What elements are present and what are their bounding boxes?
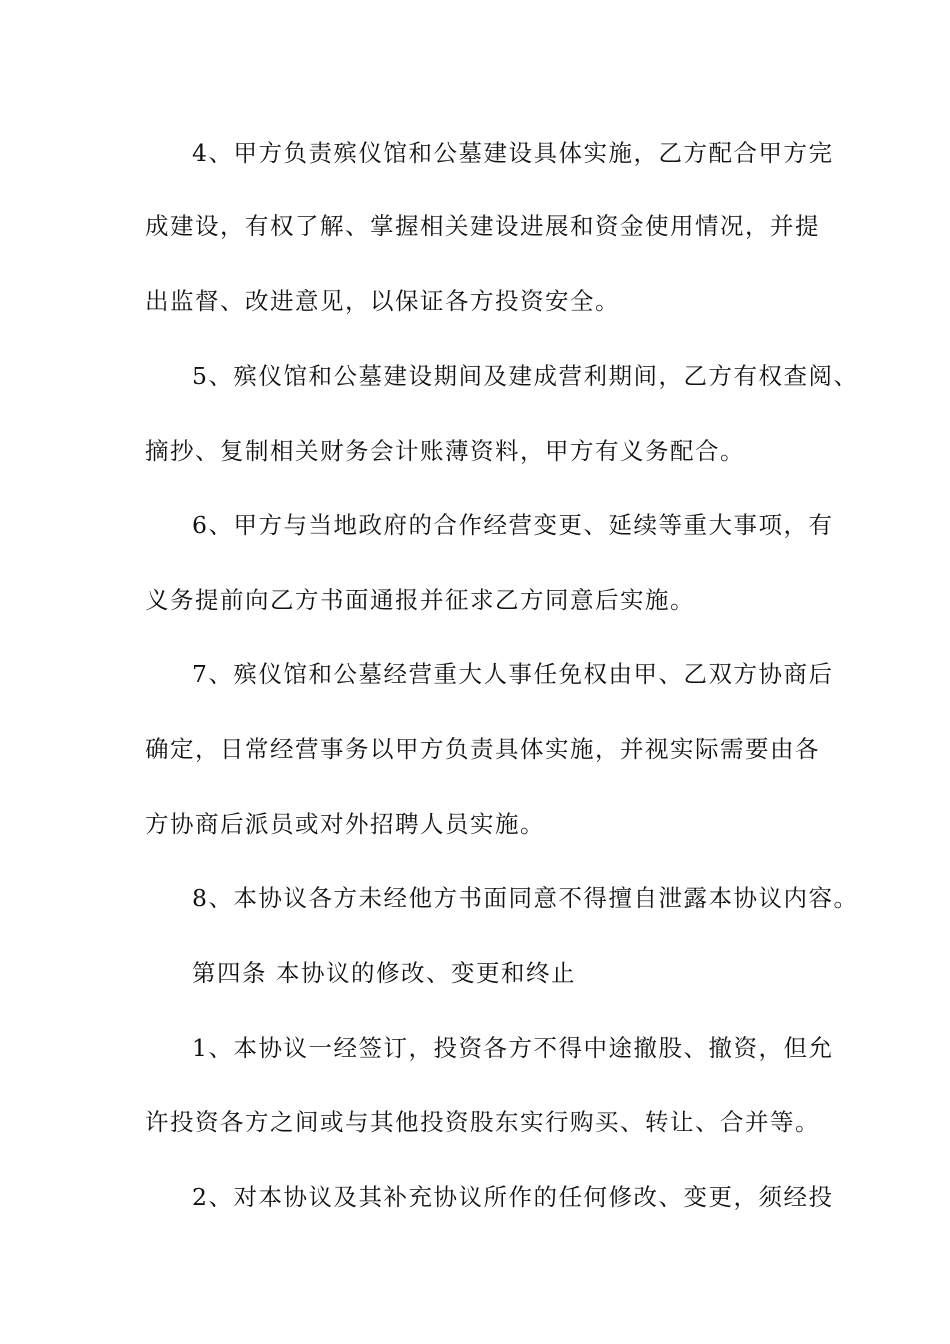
text-line: 8、本协议各方未经他方书面同意不得擅自泄露本协议内容。 xyxy=(192,884,859,912)
text-line: 许投资各方之间或与其他投资股东实行购买、转让、合并等。 xyxy=(145,1108,820,1136)
section-heading: 第四条 本协议的修改、变更和终止 xyxy=(192,959,576,987)
text-line: 方协商后派员或对外招聘人员实施。 xyxy=(145,810,545,838)
text-line: 确定，日常经营事务以甲方负责具体实施，并视实际需要由各 xyxy=(145,735,820,763)
text-line: 成建设，有权了解、掌握相关建设进展和资金使用情况，并提 xyxy=(145,212,820,240)
text-line: 1、本协议一经签订，投资各方不得中途撤股、撤资，但允 xyxy=(192,1034,834,1062)
text-line: 出监督、改进意见，以保证各方投资安全。 xyxy=(145,287,620,315)
text-line: 7、殡仪馆和公墓经营重大人事任免权由甲、乙双方协商后 xyxy=(192,660,834,688)
text-line: 6、甲方与当地政府的合作经营变更、延续等重大事项，有 xyxy=(192,511,834,539)
text-line: 摘抄、复制相关财务会计账薄资料，甲方有义务配合。 xyxy=(145,437,745,465)
text-line: 4、甲方负责殡仪馆和公墓建设具体实施，乙方配合甲方完 xyxy=(192,139,834,167)
text-line: 5、殡仪馆和公墓建设期间及建成营利期间，乙方有权查阅、 xyxy=(192,362,859,390)
text-line: 2、对本协议及其补充协议所作的任何修改、变更，须经投 xyxy=(192,1183,834,1211)
text-line: 义务提前向乙方书面通报并征求乙方同意后实施。 xyxy=(145,586,695,614)
